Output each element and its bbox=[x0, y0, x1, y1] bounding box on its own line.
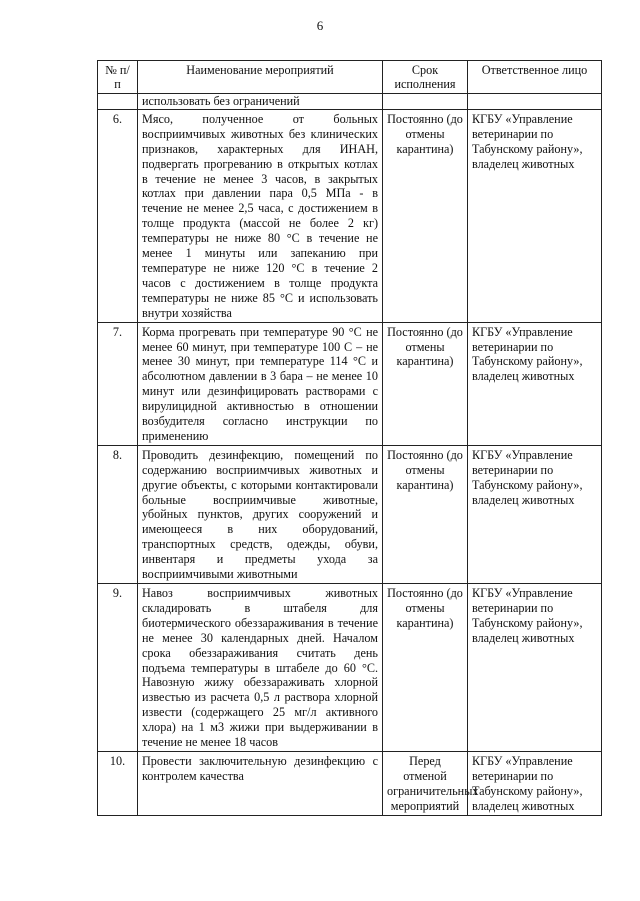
header-number: № п/п bbox=[98, 61, 138, 94]
measures-table bbox=[97, 60, 602, 816]
cell-number: 10. bbox=[98, 751, 138, 815]
cell-deadline: Постоянно (до отмены карантина) bbox=[383, 445, 468, 583]
header-responsible: Ответственное лицо bbox=[468, 61, 602, 94]
cell-responsible: КГБУ «Управление ветеринарии по Табунскому району», владелец животных bbox=[468, 322, 602, 445]
cell-measure-name: Корма прогревать при температуре 90 °С не менее 60 минут, при температуре 100 С – не менее 30 минут, при температуре 114 °С и абсолютном давлении в 3 бара – не менее 10 минут или дезинфицировать растворами с вирулицидной активностью в отношении возбудителя согласно инструкции по применению bbox=[138, 322, 383, 445]
table-row bbox=[98, 445, 602, 583]
page-number: 6 bbox=[316, 18, 324, 33]
cell-number: 9. bbox=[98, 584, 138, 752]
cell-deadline: Постоянно (до отмены карантина) bbox=[383, 584, 468, 752]
cell-number: 7. bbox=[98, 322, 138, 445]
cell-number: 6. bbox=[98, 109, 138, 322]
cell-deadline: Постоянно (до отмены карантина) bbox=[383, 109, 468, 322]
table-row bbox=[98, 322, 602, 445]
cell-deadline: Постоянно (до отмены карантина) bbox=[383, 322, 468, 445]
cell-measure-name: Навоз восприимчивых животных складировать в штабеля для биотермического обеззараживания в течение не менее 30 календарных дней. Началом срока обеззараживания считать день подъема температуры в штабеле до 60 °С. Навозную жижу обеззараживать хлорной известью из расчета 0,5 л раствора хлорной извести (содержащего 25 мг/л активного хлора) на 1 м3 жижи при выдерживании в течение не менее 18 часов bbox=[138, 584, 383, 752]
cell-measure-name: Мясо, полученное от больных восприимчивых животных без клинических признаков, характерных для ИНАН, подвергать прогреванию в открытых котлах в течение не менее 3 часов, в закрытых котлах при давлении пара 0,5 МПа - в течение не менее 2,5 часа, с достижением в толще продукта (массой не более 2 кг) температуры не ниже 80 °С в течение не менее 1 минуты или запеканию при температуре не ниже 120 °С в течение 2 часов с достижением в толще продукта температуры не ниже 85 °С и использовать внутри хозяйства bbox=[138, 109, 383, 322]
table-row bbox=[98, 109, 602, 322]
cell-measure-name: Проводить дезинфекцию, помещений по содержанию восприимчивых животных и другие объекты, с которыми контактировали больные восприимчивые животные, убойных пунктов, других сооружений и имеющееся в них оборудований, транспортных средств, одежды, обуви, инвентаря и предметы ухода за восприимчивыми животными bbox=[138, 445, 383, 583]
cell-responsible bbox=[468, 94, 602, 110]
table-row-continuation bbox=[98, 94, 602, 110]
header-measure-name: Наименование мероприятий bbox=[138, 61, 383, 94]
cell-responsible: КГБУ «Управление ветеринарии по Табунскому району», владелец животных bbox=[468, 584, 602, 752]
header-deadline: Срок исполнения bbox=[383, 61, 468, 94]
cell-deadline: Перед отменой ограничительных мероприятий bbox=[383, 751, 468, 815]
cell-number bbox=[98, 94, 138, 110]
cell-deadline bbox=[383, 94, 468, 110]
cell-measure-continuation: использовать без ограничений bbox=[138, 94, 383, 110]
cell-number: 8. bbox=[98, 445, 138, 583]
cell-measure-name: Провести заключительную дезинфекцию с контролем качества bbox=[138, 751, 383, 815]
table-header-row bbox=[98, 61, 602, 94]
table-row bbox=[98, 584, 602, 752]
cell-responsible: КГБУ «Управление ветеринарии по Табунскому району», владелец животных bbox=[468, 445, 602, 583]
cell-responsible: КГБУ «Управление ветеринарии по Табунскому району», владелец животных bbox=[468, 109, 602, 322]
table-row bbox=[98, 751, 602, 815]
cell-responsible: КГБУ «Управление ветеринарии по Табунскому району», владелец животных bbox=[468, 751, 602, 815]
